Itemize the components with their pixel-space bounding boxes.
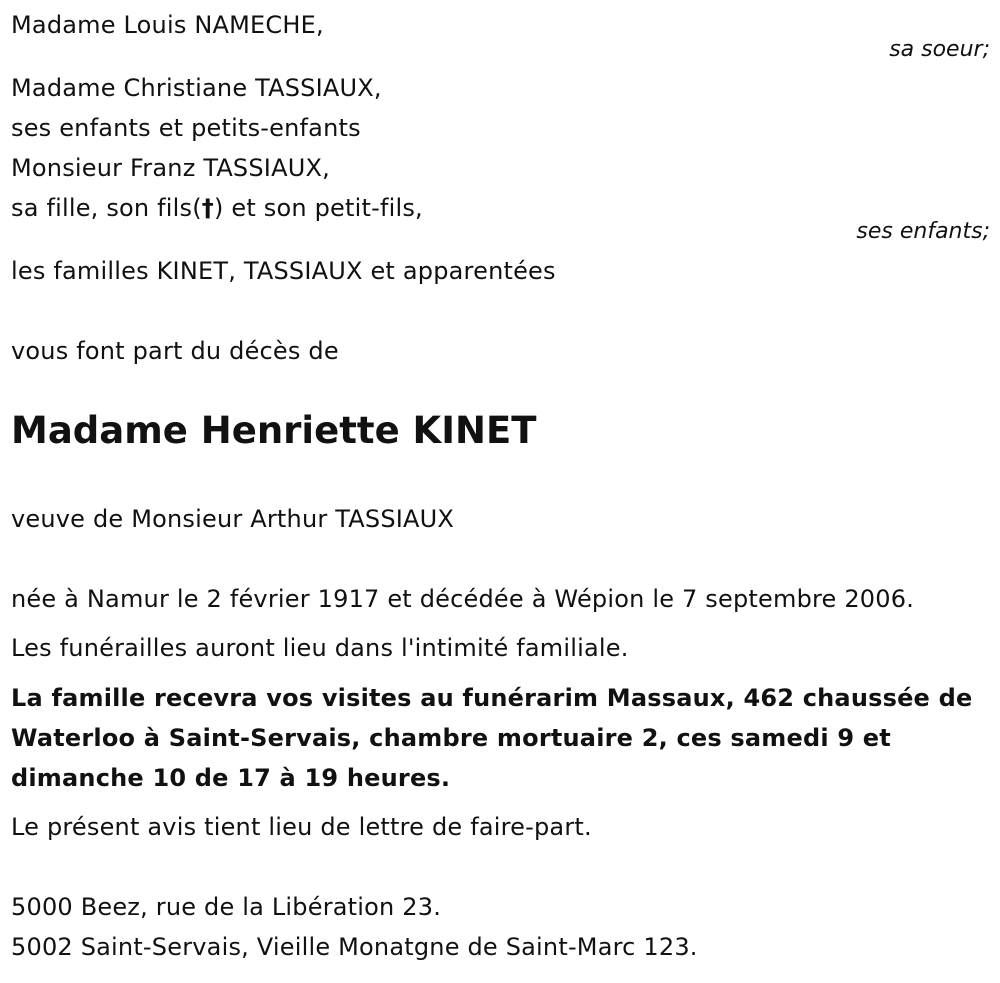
intro-line: vous font part du décès de bbox=[11, 337, 339, 365]
family-line-families: les familles KINET, TASSIAUX et apparentées bbox=[11, 257, 556, 285]
address-beez: 5000 Beez, rue de la Libération 23. bbox=[11, 893, 442, 921]
relation-children: ses enfants; bbox=[856, 219, 990, 244]
born-died-line: née à Namur le 2 février 1917 et décédée à Wépion le 7 septembre 2006. bbox=[11, 585, 915, 613]
visits-line-1: La famille recevra vos visites au funérarim Massaux, 462 chaussée de bbox=[11, 684, 973, 712]
notice-line: Le présent avis tient lieu de lettre de faire-part. bbox=[11, 813, 592, 841]
family-line-nameche: Madame Louis NAMECHE, bbox=[11, 11, 324, 39]
family-line-daughter-son bbox=[11, 193, 423, 223]
address-saint-servais: 5002 Saint-Servais, Vieille Monatgne de Saint-Marc 123. bbox=[11, 933, 698, 961]
daughter-son-text-b: ) et son petit-fils, bbox=[214, 194, 423, 222]
widow-of-line: veuve de Monsieur Arthur TASSIAUX bbox=[11, 505, 455, 533]
family-line-children: ses enfants et petits-enfants bbox=[11, 114, 361, 142]
relation-sister: sa soeur; bbox=[889, 37, 990, 62]
funeral-line: Les funérailles auront lieu dans l'intimité familiale. bbox=[11, 634, 629, 662]
visits-line-2: Waterloo à Saint-Servais, chambre mortuaire 2, ces samedi 9 et bbox=[11, 724, 891, 752]
family-line-franz: Monsieur Franz TASSIAUX, bbox=[11, 154, 330, 182]
family-line-christiane: Madame Christiane TASSIAUX, bbox=[11, 74, 382, 102]
cross-icon: † bbox=[201, 194, 214, 222]
deceased-name: Madame Henriette KINET bbox=[11, 409, 537, 452]
daughter-son-text-a: sa fille, son fils( bbox=[11, 194, 202, 222]
visits-line-3: dimanche 10 de 17 à 19 heures. bbox=[11, 764, 451, 792]
